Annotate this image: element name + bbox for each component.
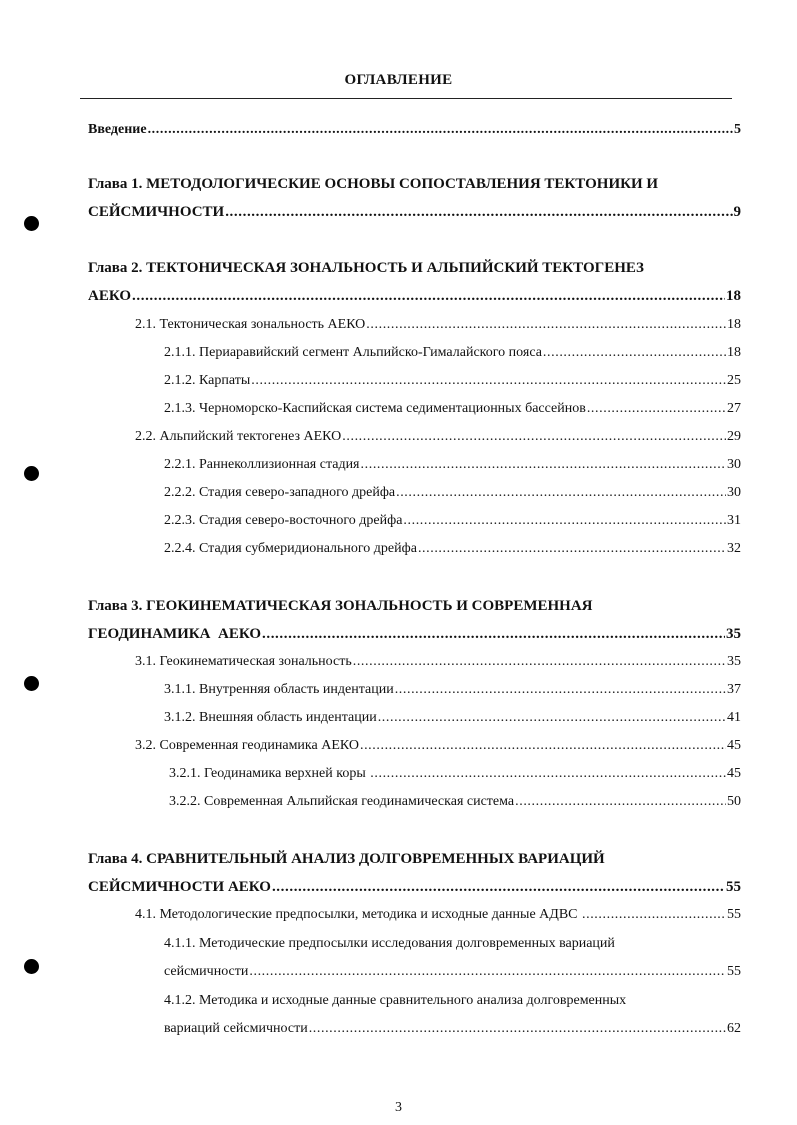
toc-entry-3-1-1 bbox=[164, 681, 741, 699]
toc-page: 62 bbox=[727, 1021, 741, 1036]
toc-page: 55 bbox=[727, 964, 741, 979]
leader-dots bbox=[225, 203, 732, 221]
toc-entry-chapter-1 bbox=[88, 203, 741, 221]
toc-entry-2-1-1 bbox=[164, 344, 741, 362]
toc-page: 45 bbox=[727, 738, 741, 753]
leader-dots bbox=[582, 906, 726, 924]
toc-entry-3-1-2 bbox=[164, 709, 741, 727]
leader-dots bbox=[353, 653, 726, 671]
chapter-3-heading: Глава 3. ГЕОКИНЕМАТИЧЕСКАЯ ЗОНАЛЬНОСТЬ И СОВРЕМЕННАЯ bbox=[88, 598, 593, 614]
punch-hole-icon bbox=[24, 466, 39, 481]
toc-entry-2-1-2 bbox=[164, 372, 741, 390]
toc-page: 55 bbox=[726, 879, 741, 895]
leader-dots bbox=[403, 512, 726, 530]
toc-entry-2-2 bbox=[135, 428, 741, 446]
leader-dots bbox=[249, 963, 726, 981]
chapter-2-heading: Глава 2. ТЕКТОНИЧЕСКАЯ ЗОНАЛЬНОСТЬ И АЛЬПИЙСКИЙ ТЕКТОГЕНЕЗ bbox=[88, 260, 644, 276]
toc-entry-chapter-3 bbox=[88, 625, 741, 643]
toc-label: вариаций сейсмичности bbox=[164, 1021, 308, 1036]
leader-dots bbox=[396, 484, 726, 502]
toc-page: 5 bbox=[734, 122, 741, 137]
chapter-4-heading: Глава 4. СРАВНИТЕЛЬНЫЙ АНАЛИЗ ДОЛГОВРЕМЕННЫХ ВАРИАЦИЙ bbox=[88, 851, 605, 867]
toc-page: 18 bbox=[727, 345, 741, 360]
toc-entry-4-1-2 bbox=[164, 1020, 741, 1038]
toc-label: Введение bbox=[88, 122, 147, 137]
toc-label: сейсмичности bbox=[164, 964, 249, 979]
leader-dots bbox=[370, 765, 726, 783]
leader-dots bbox=[148, 121, 733, 139]
toc-label: 2.2.4. Стадия субмеридионального дрейфа bbox=[164, 541, 417, 556]
toc-label: 2.1. Тектоническая зональность АЕКО bbox=[135, 317, 366, 332]
leader-dots bbox=[418, 540, 726, 558]
toc-page: 31 bbox=[727, 513, 741, 528]
toc-entry-2-2-4 bbox=[164, 540, 741, 558]
leader-dots bbox=[251, 372, 726, 390]
toc-entry-3-2-1 bbox=[169, 765, 741, 783]
toc-page: 18 bbox=[726, 288, 741, 304]
toc-entry-3-2 bbox=[135, 737, 741, 755]
leader-dots bbox=[378, 709, 726, 727]
toc-entry-chapter-4 bbox=[88, 878, 741, 896]
toc-label: 3.2.1. Геодинамика верхней коры bbox=[169, 766, 370, 781]
toc-entry-4-1-1-line1: 4.1.1. Методические предпосылки исследования долговременных вариаций bbox=[164, 936, 615, 951]
toc-label: 3.1. Геокинематическая зональность bbox=[135, 654, 352, 669]
toc-page: 41 bbox=[727, 710, 741, 725]
toc-page: 32 bbox=[727, 541, 741, 556]
toc-entry-4-1 bbox=[135, 906, 741, 924]
leader-dots bbox=[587, 400, 726, 418]
toc-label: 2.2. Альпийский тектогенез АЕКО bbox=[135, 429, 342, 444]
toc-label: 2.1.2. Карпаты bbox=[164, 373, 251, 388]
page-title: ОГЛАВЛЕНИЕ bbox=[344, 72, 453, 88]
toc-label: 3.2. Современная геодинамика АЕКО bbox=[135, 738, 359, 753]
leader-dots bbox=[543, 344, 726, 362]
toc-entry-4-1-2-line1: 4.1.2. Методика и исходные данные сравнительного анализа долговременных bbox=[164, 993, 627, 1008]
toc-entry-2-1 bbox=[135, 316, 741, 334]
toc-page: 35 bbox=[727, 654, 741, 669]
toc-entry-intro bbox=[88, 121, 741, 139]
toc-page: 27 bbox=[727, 401, 741, 416]
leader-dots bbox=[360, 737, 726, 755]
leader-dots bbox=[361, 456, 726, 474]
toc-page: 18 bbox=[727, 317, 741, 332]
toc-label: 3.1.2. Внешняя область индентации bbox=[164, 710, 377, 725]
toc-label: 2.1.1. Периаравийский сегмент Альпийско-Гималайского пояса bbox=[164, 345, 542, 360]
toc-label: СЕЙСМИЧНОСТИ bbox=[88, 204, 225, 220]
toc-entry-3-2-2 bbox=[169, 793, 741, 811]
toc-page: 29 bbox=[727, 429, 741, 444]
toc-label: СЕЙСМИЧНОСТИ АЕКО bbox=[88, 879, 271, 895]
toc-entry-2-2-2 bbox=[164, 484, 741, 502]
leader-dots bbox=[395, 681, 726, 699]
leader-dots bbox=[262, 625, 725, 643]
toc-entry-4-1-1 bbox=[164, 963, 741, 981]
leader-dots bbox=[309, 1020, 726, 1038]
toc-label: 2.1.3. Черноморско-Каспийская система седиментационных бассейнов bbox=[164, 401, 586, 416]
toc-entry-chapter-2 bbox=[88, 287, 741, 305]
toc-label: 2.2.1. Раннеколлизионная стадия bbox=[164, 457, 360, 472]
toc-entry-2-2-3 bbox=[164, 512, 741, 530]
toc-entry-2-2-1 bbox=[164, 456, 741, 474]
title-divider bbox=[80, 98, 732, 99]
toc-label: ГЕОДИНАМИКА АЕКО bbox=[88, 626, 261, 642]
toc-label: 3.1.1. Внутренняя область индентации bbox=[164, 682, 394, 697]
chapter-1-heading: Глава 1. МЕТОДОЛОГИЧЕСКИЕ ОСНОВЫ СОПОСТАВЛЕНИЯ ТЕКТОНИКИ И bbox=[88, 176, 659, 192]
toc-page: 45 bbox=[727, 766, 741, 781]
leader-dots bbox=[132, 287, 725, 305]
toc-entry-2-1-3 bbox=[164, 400, 741, 418]
leader-dots bbox=[272, 878, 725, 896]
toc-page: 55 bbox=[727, 907, 741, 922]
toc-label: 4.1. Методологические предпосылки, методика и исходные данные АДВС bbox=[135, 907, 581, 922]
punch-hole-icon bbox=[24, 959, 39, 974]
toc-label: 3.2.2. Современная Альпийская геодинамическая система bbox=[169, 794, 515, 809]
toc-page: 30 bbox=[727, 485, 741, 500]
toc-page: 50 bbox=[727, 794, 741, 809]
leader-dots bbox=[515, 793, 726, 811]
toc-page: 37 bbox=[727, 682, 741, 697]
page-number: 3 bbox=[395, 1100, 402, 1115]
toc-page: 25 bbox=[727, 373, 741, 388]
toc-page: 35 bbox=[726, 626, 741, 642]
leader-dots bbox=[366, 316, 726, 334]
punch-hole-icon bbox=[24, 216, 39, 231]
toc-label: 2.2.2. Стадия северо-западного дрейфа bbox=[164, 485, 396, 500]
toc-entry-3-1 bbox=[135, 653, 741, 671]
toc-label: 2.2.3. Стадия северо-восточного дрейфа bbox=[164, 513, 403, 528]
leader-dots bbox=[342, 428, 726, 446]
toc-page: 30 bbox=[727, 457, 741, 472]
toc-page: 9 bbox=[733, 204, 741, 220]
toc-label: АЕКО bbox=[88, 288, 132, 304]
punch-hole-icon bbox=[24, 676, 39, 691]
